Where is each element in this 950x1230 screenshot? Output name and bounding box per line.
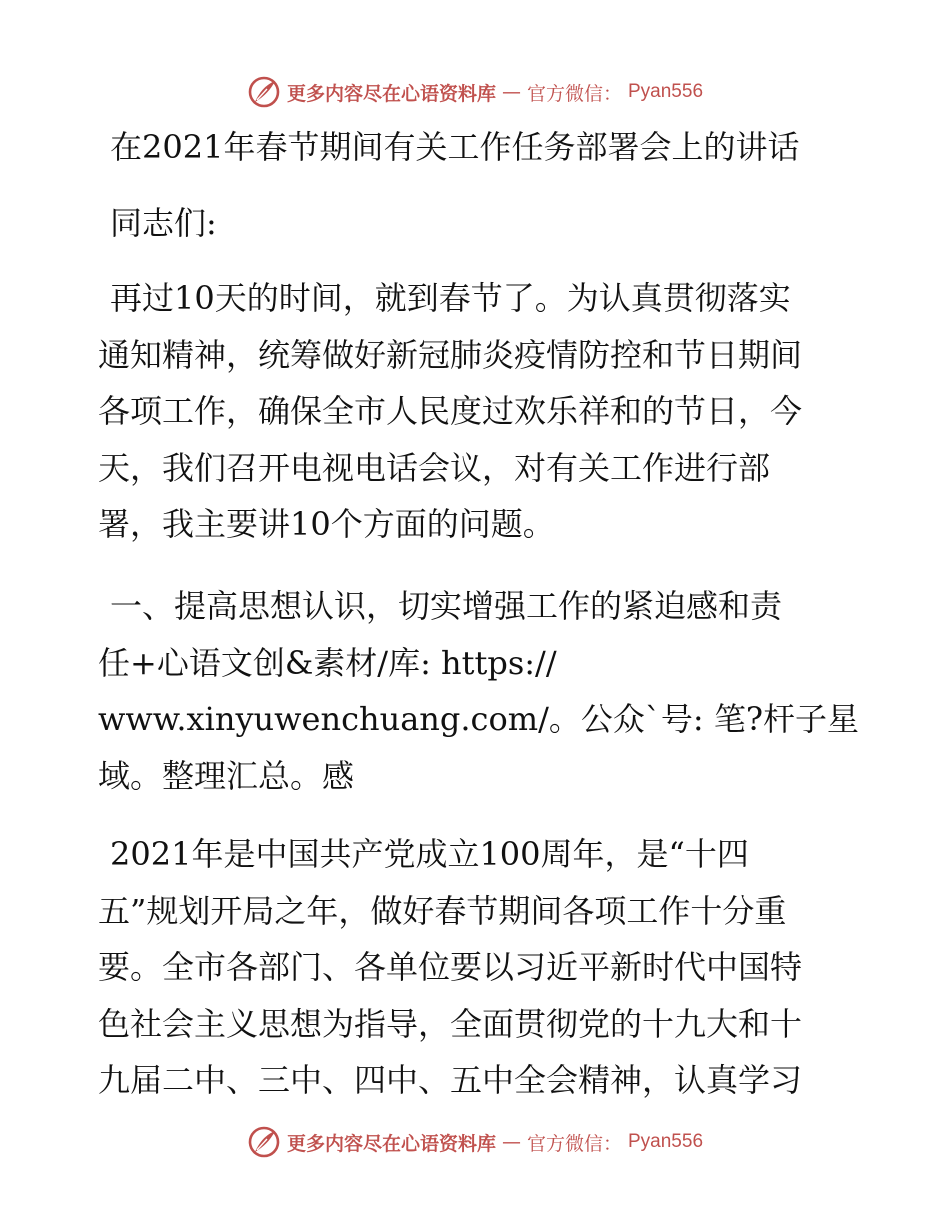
banner-wechat-label: 官方微信： xyxy=(526,1132,622,1155)
paragraph-line: 署，我主要讲10个方面的问题。 xyxy=(98,505,555,543)
paragraph-line: 五”规划开局之年，做好春节期间各项工作十分重 xyxy=(98,891,787,930)
footer-banner xyxy=(0,1120,950,1164)
banner-separator: — xyxy=(501,1131,521,1153)
paragraph-line: 通知精神，统筹做好新冠肺炎疫情防控和节日期间 xyxy=(98,335,803,374)
banner-main-text: 更多内容尽在心语资料库 xyxy=(286,1132,496,1155)
paragraph-3 xyxy=(98,826,858,1109)
banner-content xyxy=(247,1125,703,1159)
paragraph-line: 再过10天的时间，就到春节了。为认真贯彻落实 xyxy=(110,279,791,317)
paragraph-line: 要。全市各部门、各单位要以习近平新时代中国特 xyxy=(98,948,803,986)
banner-wechat-id: Pyan556 xyxy=(628,81,704,102)
paragraph-line: 九届二中、三中、四中、五中全会精神，认真学习 xyxy=(98,1061,803,1099)
banner-content xyxy=(247,75,703,109)
section-heading: 一、提高思想认识，切实增强工作的紧迫感和责 xyxy=(110,587,783,625)
paragraph-line: www.xinyuwenchuang.com/。公众`号: 笔?杆子星 xyxy=(98,700,859,738)
quill-logo-icon xyxy=(247,1125,281,1159)
paragraph-line: 任+心语文创&素材/库: https:// xyxy=(98,643,557,682)
header-banner xyxy=(0,70,950,114)
banner-separator: — xyxy=(501,81,521,103)
paragraph-line: 色社会主义思想为指导，全面贯彻党的十九大和十 xyxy=(98,1004,803,1043)
paragraph-line: 域。整理汇总。感 xyxy=(98,756,355,795)
banner-wechat-label: 官方微信： xyxy=(526,82,622,105)
banner-main-text: 更多内容尽在心语资料库 xyxy=(286,82,496,105)
paragraph-2 xyxy=(98,578,858,804)
document-title: 在2021年春节期间有关工作任务部署会上的讲话 xyxy=(110,128,800,166)
paragraph-line: 各项工作，确保全市人民度过欢乐祥和的节日，今 xyxy=(98,392,803,430)
document-greeting: 同志们: xyxy=(110,204,217,242)
paragraph-line: 2021年是中国共产党成立100周年，是“十四 xyxy=(110,835,749,873)
paragraph-line: 天，我们召开电视电话会议，对有关工作进行部 xyxy=(98,448,771,487)
quill-logo-icon xyxy=(247,75,281,109)
banner-wechat-id: Pyan556 xyxy=(628,1131,704,1152)
paragraph-1 xyxy=(98,270,858,553)
